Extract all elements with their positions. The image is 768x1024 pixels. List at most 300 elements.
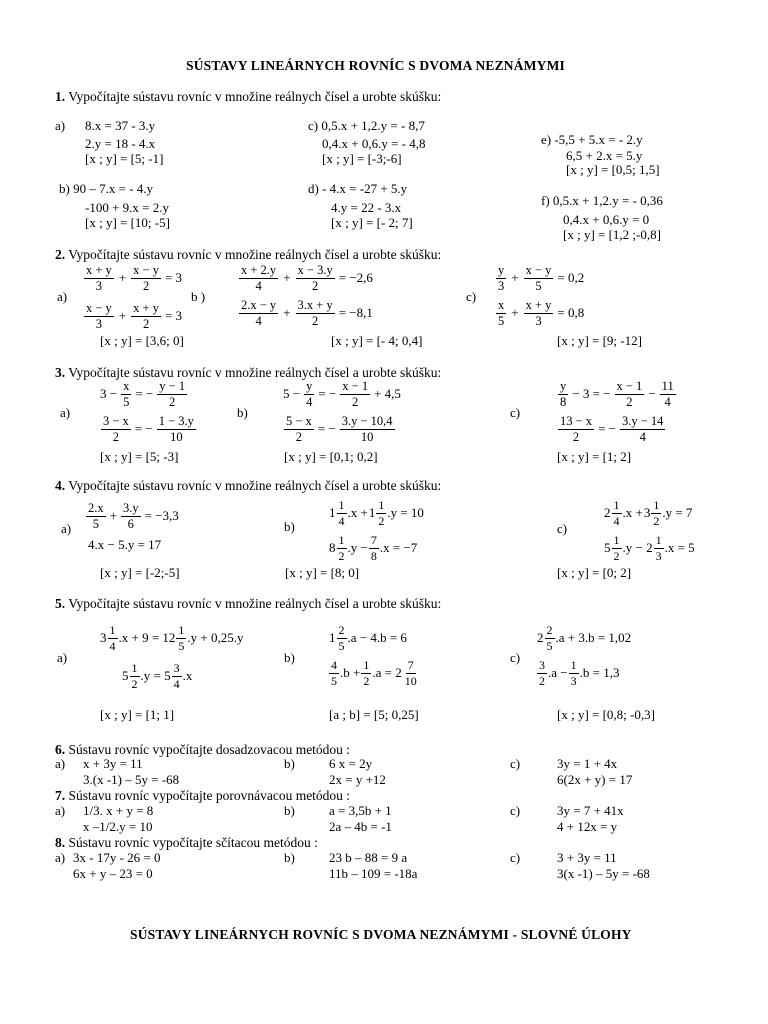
math-term: − 3 = − <box>572 386 611 402</box>
fraction-numerator: x − 3.y <box>296 264 335 279</box>
math-term: = 0,2 <box>557 270 585 286</box>
page-title: SÚSTAVY LINEÁRNYCH ROVNÍC S DVOMA NEZNÁMYMI <box>186 58 565 73</box>
fraction <box>172 662 182 690</box>
fraction-numerator: 2.x − y <box>239 299 278 314</box>
equation-row <box>238 264 373 293</box>
t3-c-eq1 <box>557 380 677 409</box>
math-term: = − <box>135 386 154 402</box>
t6-a-eq2: 3.(x -1) – 5y = -68 <box>83 772 180 787</box>
fraction-numerator: x <box>121 380 131 395</box>
task-number: 2. <box>55 247 66 262</box>
t4-a-answer: [x ; y] = [-2;-5] <box>100 565 180 580</box>
fraction-numerator: x − y <box>84 302 114 317</box>
task-8-heading <box>55 835 318 851</box>
math-term: + <box>283 305 291 321</box>
fraction-numerator: 1 <box>338 533 345 547</box>
equation-row <box>283 380 401 409</box>
fraction-numerator: 1 <box>131 661 138 675</box>
math-term: = −8,1 <box>338 305 373 321</box>
task-7-heading <box>55 788 350 804</box>
fraction-numerator: x − 1 <box>615 380 645 395</box>
fraction <box>615 380 645 409</box>
math-term: .a − <box>548 664 568 680</box>
fraction <box>496 264 506 293</box>
math-term: .b = 1,3 <box>579 664 620 680</box>
math-term: 1 <box>329 504 336 520</box>
t1-c-eq1: c) 0,5.x + 1,2.y = - 8,7 <box>308 118 425 133</box>
fraction <box>524 264 554 293</box>
fraction-denominator: 2 <box>363 673 370 688</box>
t5-a-label: a) <box>57 650 68 665</box>
fraction-numerator: x <box>496 299 506 314</box>
fraction-numerator: 1 <box>655 533 662 547</box>
task-1-heading <box>55 89 441 105</box>
t1-a-answer: [x ; y] = [5; -1] <box>85 151 164 166</box>
math-term: + <box>118 270 127 286</box>
fraction-denominator: 10 <box>170 430 183 445</box>
t3-a-answer: [x ; y] = [5; -3] <box>100 449 179 464</box>
task-2-heading <box>55 247 441 263</box>
fraction-numerator: 3.y − 14 <box>620 415 665 430</box>
fraction-denominator: 4 <box>255 314 262 329</box>
t3-c-label: c) <box>510 405 521 420</box>
t1-a-eq2: 2.y = 18 - 4.x <box>85 136 156 151</box>
fraction-numerator: 1 <box>363 658 370 672</box>
fraction <box>612 499 622 527</box>
fraction-denominator: 3 <box>570 673 577 688</box>
fraction-denominator: 2 <box>613 548 620 563</box>
fraction-numerator: 4 <box>331 658 337 672</box>
fraction-denominator: 6 <box>127 517 134 532</box>
fraction-denominator: 3 <box>95 279 103 294</box>
fraction-denominator: 2 <box>312 279 319 294</box>
fraction <box>569 659 579 687</box>
t2-b-label: b ) <box>191 289 206 304</box>
fraction-denominator: 4 <box>255 279 262 294</box>
fraction <box>284 415 314 444</box>
t6-c-eq1: 3y = 1 + 4x <box>557 756 618 771</box>
fraction <box>239 299 278 328</box>
equation-row <box>329 624 407 652</box>
equation-row <box>604 534 695 562</box>
fraction-denominator: 3 <box>498 279 505 294</box>
fraction-numerator: x − 1 <box>340 380 370 395</box>
fraction <box>131 302 161 331</box>
t6-b-eq2: 2x = y +12 <box>329 772 386 787</box>
math-term: 3 − <box>100 386 118 402</box>
task-number: 1. <box>55 89 66 104</box>
t5-a-eq2 <box>122 662 192 690</box>
fraction-denominator: 2 <box>295 430 303 445</box>
fraction <box>296 264 335 293</box>
fraction-denominator: 2 <box>378 513 385 528</box>
t2-b-eq2 <box>238 299 373 328</box>
math-term: .x = −7 <box>379 539 418 555</box>
task-text: Sústavu rovníc vypočítajte porovnávacou metódou : <box>65 788 351 803</box>
t1-b-answer: [x ; y] = [10; -5] <box>85 215 170 230</box>
math-term: = −3,3 <box>144 508 179 524</box>
t3-b-answer: [x ; y] = [0,1; 0,2] <box>284 449 378 464</box>
fraction <box>329 659 339 687</box>
fraction-denominator: 10 <box>404 673 417 688</box>
t1-d-eq1: d) - 4.x = -27 + 5.y <box>308 181 408 196</box>
math-term: 8 <box>329 539 336 555</box>
t8-c-eq1: 3 + 3y = 11 <box>557 850 617 865</box>
fraction <box>537 659 547 687</box>
math-term: = 3 <box>164 270 183 286</box>
math-term: .y = 7 <box>662 504 693 520</box>
t7-c-label: c) <box>510 803 521 818</box>
equation-row <box>100 380 188 409</box>
t5-c-answer: [x ; y] = [0,8; -0,3] <box>557 707 655 722</box>
t8-a-label: a) <box>55 850 66 865</box>
fraction-denominator: 8 <box>560 395 567 410</box>
t8-b-label: b) <box>284 850 295 865</box>
fraction <box>84 302 114 331</box>
fraction-denominator: 5 <box>123 395 130 410</box>
fraction <box>304 380 314 409</box>
math-term: .a − 4.b = 6 <box>347 629 407 645</box>
fraction-denominator: 2 <box>169 395 176 410</box>
math-term: .y − <box>347 539 368 555</box>
fraction <box>101 415 131 444</box>
t5-a-answer: [x ; y] = [1; 1] <box>100 707 175 722</box>
t4-b-answer: [x ; y] = [8; 0] <box>285 565 360 580</box>
t2-c-label: c) <box>466 289 477 304</box>
t1-e-eq1: e) -5,5 + 5.x = - 2.y <box>541 132 643 147</box>
t7-c-eq2: 4 + 12x = y <box>557 819 618 834</box>
t1-f-eq1: f) 0,5.x + 1,2.y = - 0,36 <box>541 193 663 208</box>
fraction <box>337 624 347 652</box>
math-term: 3 <box>100 629 107 645</box>
fraction <box>340 380 370 409</box>
math-term: .x = 5 <box>664 539 695 555</box>
fraction-denominator: 4 <box>173 676 180 691</box>
t5-a-eq1 <box>100 624 244 652</box>
fraction-numerator: x + y <box>84 264 114 279</box>
t2-a-eq2 <box>83 302 182 331</box>
t2-a-eq1 <box>83 264 182 293</box>
fraction-denominator: 4 <box>109 638 116 653</box>
t2-a-label: a) <box>57 289 68 304</box>
fraction-numerator: 7 <box>370 533 377 547</box>
task-number: 5. <box>55 596 66 611</box>
fraction-denominator: 2 <box>653 513 660 528</box>
equation-row <box>329 534 417 562</box>
fraction-denominator: 10 <box>360 430 374 445</box>
math-term: = − <box>134 421 153 437</box>
t1-f-eq2: 0,4.x + 0,6.y = 0 <box>563 212 650 227</box>
t8-b-eq2: 11b – 109 = -18a <box>329 866 418 881</box>
task-4-heading <box>55 478 441 494</box>
math-term: 5 <box>604 539 611 555</box>
fraction-denominator: 8 <box>370 548 377 563</box>
fraction-denominator: 5 <box>178 638 185 653</box>
fraction <box>612 534 622 562</box>
fraction-numerator: 3.y − 10,4 <box>340 415 395 430</box>
fraction <box>121 380 131 409</box>
task-text: Sústavu rovníc vypočítajte sčítacou metódou : <box>68 835 318 850</box>
fraction-numerator: 1 <box>378 498 385 512</box>
fraction-numerator: 1 <box>338 498 345 512</box>
fraction-numerator: x + y <box>524 299 554 314</box>
fraction-denominator: 2 <box>338 548 345 563</box>
math-term: 5 − <box>283 386 301 402</box>
fraction <box>361 659 371 687</box>
t6-a-label: a) <box>55 756 66 771</box>
t8-a-eq1: 3x - 17y - 26 = 0 <box>73 850 161 865</box>
fraction-denominator: 5 <box>92 517 99 532</box>
t3-a-eq2 <box>100 415 197 444</box>
t5-c-label: c) <box>510 650 521 665</box>
t6-c-eq2: 6(2x + y) = 17 <box>557 772 633 787</box>
fraction <box>108 624 118 652</box>
math-term: + <box>511 270 519 286</box>
task-text: Vypočítajte sústavu rovníc v množine reálnych čísel a urobte skúšku: <box>68 365 442 380</box>
task-number: 4. <box>55 478 66 493</box>
fraction <box>660 380 676 409</box>
fraction-denominator: 3 <box>655 548 662 563</box>
equation-row <box>557 380 677 409</box>
fraction-denominator: 4 <box>613 513 620 528</box>
math-term: .y − 2 <box>622 539 653 555</box>
fraction-denominator: 2 <box>112 430 120 445</box>
equation-row <box>537 624 631 652</box>
fraction-numerator: x + y <box>131 302 161 317</box>
math-term: = − <box>317 421 336 437</box>
math-term: 2 <box>537 629 544 645</box>
t4-a-eq2: 4.x − 5.y = 17 <box>88 537 162 552</box>
fraction-denominator: 2 <box>142 279 150 294</box>
t8-b-eq1: 23 b – 88 = 9 a <box>329 850 408 865</box>
fraction-numerator: 1 <box>613 498 620 512</box>
task-text: Vypočítajte sústavu rovníc v množine reálnych čísel a urobte skúšku: <box>68 478 442 493</box>
fraction-denominator: 2 <box>142 317 150 332</box>
math-term: .a + 3.b = 1,02 <box>555 629 632 645</box>
t5-c-eq1 <box>537 624 631 652</box>
equation-row <box>238 299 373 328</box>
fraction <box>296 299 335 328</box>
math-term: .a = 2 <box>372 664 402 680</box>
fraction <box>403 659 419 687</box>
fraction-numerator: x + 2.y <box>239 264 278 279</box>
t7-b-eq1: a = 3,5b + 1 <box>329 803 392 818</box>
fraction-denominator: 4 <box>338 513 345 528</box>
fraction <box>496 299 506 328</box>
fraction <box>558 415 594 444</box>
fraction-denominator: 5 <box>546 638 553 653</box>
fraction-denominator: 3 <box>535 314 542 329</box>
fraction-denominator: 5 <box>498 314 505 329</box>
t4-b-eq1 <box>329 499 424 527</box>
fraction-denominator: 5 <box>338 638 345 653</box>
t2-b-eq1 <box>238 264 373 293</box>
equation-row <box>557 415 666 444</box>
math-term: 5 <box>122 667 129 683</box>
t6-c-label: c) <box>510 756 521 771</box>
fraction-numerator: 3 <box>539 658 545 672</box>
math-term: .x + <box>347 504 368 520</box>
equation-row <box>83 264 182 293</box>
fraction-denominator: 4 <box>639 430 646 445</box>
fraction <box>130 662 140 690</box>
fraction-numerator: 3.x + y <box>296 299 335 314</box>
task-number: 6. <box>55 742 66 757</box>
math-term: + 4,5 <box>374 386 401 402</box>
fraction-numerator: 1 <box>613 533 620 547</box>
fraction-numerator: y <box>558 380 568 395</box>
t1-b-eq1: b) 90 – 7.x = - 4.y <box>59 181 153 196</box>
fraction-numerator: 5 − x <box>284 415 314 430</box>
math-term: − <box>648 386 656 402</box>
math-term: .b + <box>340 664 361 680</box>
math-term: = −2,6 <box>338 270 373 286</box>
t3-a-eq1 <box>100 380 188 409</box>
t5-b-answer: [a ; b] = [5; 0,25] <box>329 707 419 722</box>
t3-a-label: a) <box>60 405 71 420</box>
task-text: Vypočítajte sústavu rovníc v množine reálnych čísel a urobte skúšku: <box>68 89 442 104</box>
math-term: + <box>109 508 117 524</box>
math-term: 3 <box>643 504 651 520</box>
t5-b-eq2 <box>329 659 419 687</box>
t1-e-eq2: 6,5 + 2.x = 5.y <box>566 148 643 163</box>
fraction <box>654 534 664 562</box>
equation-row <box>283 415 396 444</box>
section-title-word-problems: SÚSTAVY LINEÁRNYCH ROVNÍC S DVOMA NEZNÁMYMI - SLOVNÉ ÚLOHY <box>130 927 632 942</box>
fraction-numerator: y − 1 <box>157 380 187 395</box>
equation-row <box>537 659 619 687</box>
t4-c-answer: [x ; y] = [0; 2] <box>557 565 632 580</box>
t7-b-label: b) <box>284 803 295 818</box>
fraction-numerator: x − y <box>524 264 554 279</box>
fraction-denominator: 5 <box>331 673 337 688</box>
math-term: + <box>511 305 519 321</box>
fraction-numerator: y <box>496 264 506 279</box>
fraction <box>620 415 665 444</box>
fraction-numerator: x − y <box>131 264 161 279</box>
fraction <box>545 624 555 652</box>
equation-row <box>122 662 192 690</box>
task-5-heading <box>55 596 441 612</box>
fraction-denominator: 3 <box>95 317 103 332</box>
fraction-numerator: 1 <box>653 498 660 512</box>
fraction-numerator: 7 <box>407 658 414 672</box>
t3-b-label: b) <box>237 405 248 420</box>
t3-c-eq2 <box>557 415 666 444</box>
fraction <box>524 299 554 328</box>
t8-c-eq2: 3(x -1) – 5y = -68 <box>557 866 650 881</box>
equation-row <box>329 659 419 687</box>
fraction <box>239 264 278 293</box>
math-term: .y = 5 <box>140 667 171 683</box>
task-number: 8. <box>55 835 66 850</box>
fraction <box>340 415 395 444</box>
t3-b-eq2 <box>283 415 396 444</box>
fraction <box>157 415 196 444</box>
fraction <box>176 624 186 652</box>
t4-a-label: a) <box>61 521 72 536</box>
t1-b-eq2: -100 + 9.x = 2.y <box>85 200 169 215</box>
t5-b-label: b) <box>284 650 295 665</box>
fraction <box>558 380 568 409</box>
math-term: .y = 10 <box>387 504 424 520</box>
fraction-denominator: 2 <box>131 676 138 691</box>
t1-d-answer: [x ; y] = [- 2; 7] <box>331 215 413 230</box>
t4-a-eq1 <box>85 502 179 531</box>
fraction <box>337 499 347 527</box>
t4-c-eq2 <box>604 534 695 562</box>
t6-b-eq1: 6 x = 2y <box>329 756 373 771</box>
math-term: 2 <box>604 504 611 520</box>
fraction-denominator: 5 <box>535 279 542 294</box>
math-term: = − <box>318 386 337 402</box>
t1-c-eq2: 0,4.x + 0,6.y = - 4,8 <box>322 136 426 151</box>
task-number: 7. <box>55 788 66 803</box>
equation-row <box>329 499 424 527</box>
equation-row <box>604 499 692 527</box>
t3-c-answer: [x ; y] = [1; 2] <box>557 449 632 464</box>
t8-c-label: c) <box>510 850 521 865</box>
t3-b-eq1 <box>283 380 401 409</box>
task-text: Vypočítajte sústavu rovníc v množine reálnych čísel a urobte skúšku: <box>68 247 442 262</box>
t7-c-eq1: 3y = 7 + 41x <box>557 803 624 818</box>
t4-b-label: b) <box>284 519 295 534</box>
math-term: .x + 9 = 12 <box>118 629 176 645</box>
t2-b-answer: [x ; y] = [- 4; 0,4] <box>331 333 423 348</box>
t7-a-label: a) <box>55 803 66 818</box>
fraction-denominator: 2 <box>312 314 319 329</box>
fraction-numerator: 2 <box>338 623 345 637</box>
fraction-numerator: 1 <box>178 623 185 637</box>
t2-a-answer: [x ; y] = [3,6; 0] <box>100 333 184 348</box>
t1-f-answer: [x ; y] = [1,2 ;-0,8] <box>563 227 661 242</box>
fraction <box>376 499 386 527</box>
fraction-numerator: 11 <box>660 380 676 395</box>
t2-c-eq2 <box>495 299 584 328</box>
fraction <box>337 534 347 562</box>
math-term: + <box>283 270 291 286</box>
equation-row <box>85 502 179 531</box>
math-term: = 0,8 <box>557 305 585 321</box>
t8-a-eq2: 6x + y – 23 = 0 <box>73 866 153 881</box>
fraction <box>369 534 379 562</box>
t4-c-eq1 <box>604 499 692 527</box>
equation-row <box>83 302 182 331</box>
math-term: = 3 <box>164 308 183 324</box>
task-text: Vypočítajte sústavu rovníc v množine reálnych čísel a urobte skúšku: <box>68 596 442 611</box>
math-term: = − <box>598 421 616 437</box>
fraction-denominator: 4 <box>664 395 671 410</box>
t1-a-label: a) <box>55 118 66 133</box>
math-term: .x + <box>622 504 643 520</box>
fraction-numerator: 2.x <box>86 502 106 517</box>
fraction-denominator: 2 <box>572 430 580 445</box>
fraction-numerator: 1 − 3.y <box>157 415 196 430</box>
equation-row <box>495 264 584 293</box>
math-term: + <box>118 308 127 324</box>
t4-b-eq2 <box>329 534 417 562</box>
fraction-denominator: 2 <box>352 395 359 410</box>
fraction-numerator: 1 <box>570 658 577 672</box>
fraction <box>131 264 161 293</box>
t4-c-label: c) <box>557 521 568 536</box>
math-term: 1 <box>329 629 336 645</box>
fraction-numerator: 3 − x <box>101 415 131 430</box>
t1-e-answer: [x ; y] = [0,5; 1,5] <box>566 162 660 177</box>
fraction-numerator: 13 − x <box>558 415 594 430</box>
t2-c-eq1 <box>495 264 584 293</box>
fraction-numerator: 2 <box>546 623 553 637</box>
